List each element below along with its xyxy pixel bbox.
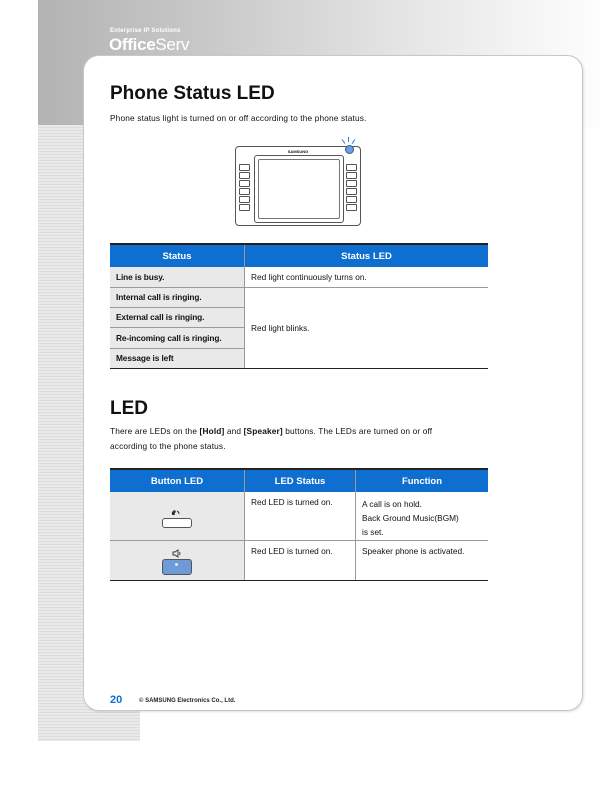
phone-key xyxy=(346,196,357,203)
status-cell: External call is ringing. xyxy=(110,307,245,327)
phone-key xyxy=(346,164,357,171)
phone-illustration xyxy=(235,146,361,226)
led-cell: Red light continuously turns on. xyxy=(245,267,489,287)
led-status-cell: Red LED is turned on. xyxy=(245,540,356,580)
phone-brand-label: SAMSUNG xyxy=(287,149,309,154)
phone-key xyxy=(239,188,250,195)
button-led-table xyxy=(110,468,488,581)
column-header: Function xyxy=(356,469,489,492)
status-cell: Line is busy. xyxy=(110,267,245,287)
led-indicator xyxy=(175,563,178,566)
brand-logo: OfficeServ xyxy=(109,35,190,54)
column-header: Status LED xyxy=(245,244,489,267)
phone-key xyxy=(239,196,250,203)
led-glow-ray xyxy=(348,137,349,142)
phone-key xyxy=(346,204,357,211)
hold-phone-icon xyxy=(170,508,182,518)
phone-key xyxy=(239,172,250,179)
phone-key xyxy=(239,204,250,211)
phone-key xyxy=(346,180,357,187)
status-led-icon xyxy=(345,145,354,154)
led-intro-line2: according to the phone status. xyxy=(110,441,226,451)
led-intro-line1: There are LEDs on the [Hold] and [Speaker] buttons. The LEDs are turned on or off xyxy=(110,426,433,436)
page-number: 20 xyxy=(110,694,123,706)
status-led-table xyxy=(110,243,488,369)
phone-key xyxy=(346,188,357,195)
column-header: LED Status xyxy=(245,469,356,492)
function-cell: Speaker phone is activated. xyxy=(356,540,489,580)
status-cell: Message is left xyxy=(110,348,245,368)
speaker-button-icon xyxy=(162,559,192,575)
phone-key xyxy=(239,164,250,171)
button-led-cell xyxy=(110,540,245,580)
table-row xyxy=(110,267,488,287)
phone-screen xyxy=(254,155,344,223)
button-led-cell xyxy=(110,492,245,540)
column-header: Status xyxy=(110,244,245,267)
status-cell: Re-incoming call is ringing. xyxy=(110,327,245,348)
table-row xyxy=(110,287,488,307)
hold-button-icon xyxy=(162,518,192,528)
led-cell: Red light blinks. xyxy=(245,287,489,368)
speaker-icon xyxy=(172,549,182,558)
phone-key xyxy=(239,180,250,187)
column-header: Button LED xyxy=(110,469,245,492)
led-status-cell: Red LED is turned on. xyxy=(245,492,356,540)
phone-key xyxy=(346,172,357,179)
copyright-text: © SAMSUNG Electronics Co., Ltd. xyxy=(139,698,236,704)
section-title-led: LED xyxy=(110,398,148,419)
phone-status-intro: Phone status light is turned on or off according to the phone status. xyxy=(110,113,367,123)
function-cell: A call is on hold. Back Ground Music(BGM) is set. xyxy=(356,492,489,540)
section-title-phone-status: Phone Status LED xyxy=(110,83,275,104)
status-cell: Internal call is ringing. xyxy=(110,287,245,307)
brand-tagline: Enterprise IP Solutions xyxy=(110,28,181,34)
table-row xyxy=(110,492,488,540)
table-row xyxy=(110,540,488,580)
